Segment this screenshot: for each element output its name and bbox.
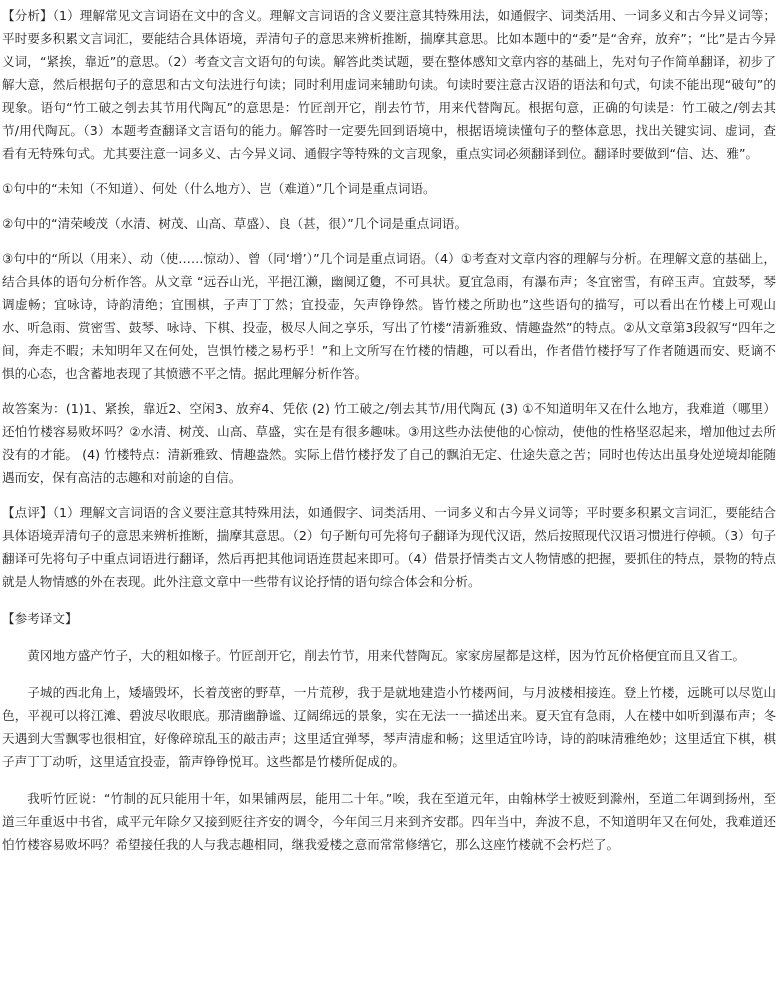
answer-paragraph: 故答案为：(1)1、紧挨，靠近2、空闲3、放弃4、凭依 (2) 竹工破之/刳去其节/用代陶瓦 (3) ①不知道明年又在什么地方，我难道（哪里）还怕竹楼容易败坏吗？②水清、树茂、山高、草盛，实在是有很多趣味。③用这些办法使他的心惊动，使他的性格坚忍起来，增加他过去所没有的才能。 (4) 竹楼特点：清新雅致、情趣盎然。实际上借竹楼抒发了自己的飘泊无定、仕途失意之苦；同时也传达出虽身处逆境却能随遇而安，保有高洁的志趣和对前途的自信。 xyxy=(2,401,776,485)
translation-heading: 【参考译文】 xyxy=(2,611,78,626)
analysis-paragraph-1: 【分析】（1）理解常见文言词语在文中的含义。理解文言词语的含义要注意其特殊用法，如通假字、词类活用、一词多义和古今异义词等；平时要多积累文言词汇，要能结合具体语境，弄清句子的意思来辨析推断，揣摩其意思。比如本题中的“委”是“舍弃，放弃”；“比”是古今异义词，“紧挨，靠近”的意思。（2）考查文言文语句的句读。解答此类试题，要在整体感知文章内容的基础上，先对句子作简单翻译，初步了解大意，然后根据句子的意思和古文句法进行句读；同时利用虚词来辅助句读。句读时要注意古汉语的语法和句式，句读不能出现“破句”的现象。语句“竹工破之刳去其节用代陶瓦”的意思是：竹匠剖开它，削去竹节，用来代替陶瓦。根据句意，正确的句读是：竹工破之/刳去其节/用代陶瓦。（3）本题考查翻译文言语句的能力。解答时一定要先回到语境中，根据语境读懂句子的整体意思，找出关键实词、虚词，查看有无特殊句式。尤其要注意一词多义、古今异义词、通假字等特殊的文言现象，重点实词必须翻译到位。翻译时要做到“信、达、雅”。 xyxy=(2,8,776,161)
translation-paragraph-1: 黄冈地方盛产竹子，大的粗如椽子。竹匠剖开它，削去竹节，用来代替陶瓦。家家房屋都是这样，因为竹瓦价格便宜而且又省工。 xyxy=(27,648,746,663)
comment-paragraph: 【点评】（1）理解文言词语的含义要注意其特殊用法，如通假字、词类活用、一词多义和古今异义词等；平时要多积累文言词汇，要能结合具体语境弄清句子的意思来辨析推断，揣摩其意思。（2）句子断句可先将句子翻译为现代汉语，然后按照现代汉语习惯进行停顿。（3）句子翻译可先将句子中重点词语进行翻译，然后再把其他词语连贯起来即可。（4）借景抒情类古文人物情感的把握，要抓住的特点，景物的特点就是人物情感的外在表现。此外注意文章中一些带有议论抒情的语句综合体会和分析。 xyxy=(2,505,776,589)
translation-paragraph-2: 子城的西北角上，矮墙毁坏，长着茂密的野草，一片荒秽，我于是就地建造小竹楼两间，与月波楼相接连。登上竹楼，远眺可以尽览山色，平视可以将江滩、碧波尽收眼底。那清幽静谧、辽阔绵远的景象，实在无法一一描述出来。夏天宜有急雨，人在楼中如听到瀑布声；冬天遇到大雪飘零也很相宜，好像碎琼乱玉的敲击声；这里适宜弹琴，琴声清虚和畅；这里适宜吟诗，诗的韵味清雅绝妙；这里适宜下棋，棋子声丁丁动听，这里适宜投壶，箭声铮铮悦耳。这些都是竹楼所促成的。 xyxy=(2,685,776,769)
analysis-paragraph-4: ③句中的“所以（用来）、动（使……惊动）、曾（同‘增’）”几个词是重点词语。（4）①考查对文章内容的理解与分析。在理解文意的基础上，结合具体的语句分析作答。从文章 “远吞山光，平挹江濑，幽阒辽敻，不可具状。夏宜急雨，有瀑布声；冬宜密雪，有碎玉声。宜鼓琴，琴调虚畅；宜咏诗，诗韵清绝；宜围棋，子声丁丁然；宜投壶，矢声铮铮然。皆竹楼之所助也”这些语句的描写，可以看出在竹楼上可观山水、听急雨、赏密雪、鼓琴、咏诗、下棋、投壶，极尽人间之享乐，写出了竹楼“清新雅致、情趣盎然”的特点。②从文章第3段叙写“四年之间，奔走不暇；未知明年又在何处，岂惧竹楼之易朽乎！”和上文所写在竹楼的情趣，可以看出，作者借竹楼抒写了作者随遇而安、贬谪不惧的心态，也含蓄地表现了其愤懑不平之情。据此理解分析作答。 xyxy=(2,251,776,381)
translation-paragraph-3: 我听竹匠说：“竹制的瓦只能用十年，如果铺两层，能用二十年。”唉，我在至道元年，由翰林学士被贬到滁州，至道二年调到扬州，至道三年重返中书省，咸平元年除夕又接到贬往齐安的调令，今年闰三月来到齐安郡。四年当中，奔波不息，不知道明年又在何处，我难道还怕竹楼容易败坏吗？希望接任我的人与我志趣相同，继我爱楼之意而常常修缮它，那么这座竹楼就不会朽烂了。 xyxy=(2,791,776,852)
analysis-paragraph-3: ②句中的“清荣峻茂（水清、树茂、山高、草盛）、良（甚，很）”几个词是重点词语。 xyxy=(2,216,468,231)
analysis-paragraph-2: ①句中的“未知（不知道）、何处（什么地方）、岂（难道）”几个词是重点词语。 xyxy=(2,181,436,196)
